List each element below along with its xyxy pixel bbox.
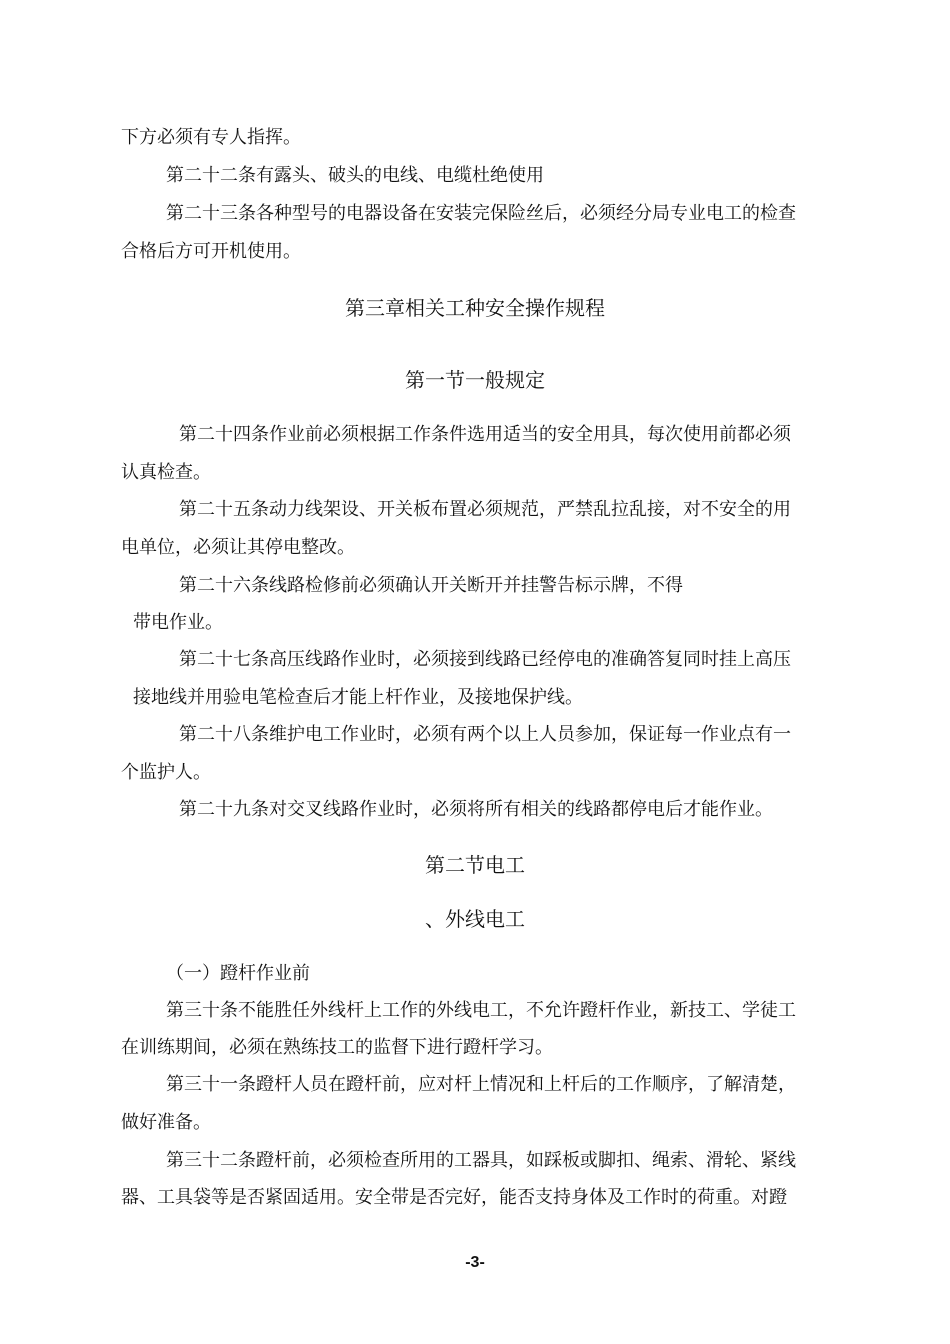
chapter-heading: 第三章相关工种安全操作规程 [345, 296, 605, 320]
subsection-heading: 、外线电工 [425, 907, 525, 931]
text-line: 第二十二条有露头、破头的电线、电缆杜绝使用 [166, 165, 544, 186]
text-line: 第三十条不能胜任外线杆上工作的外线电工，不允许蹬杆作业，新技工、学徒工 [166, 1000, 796, 1021]
text-line: 做好准备。 [121, 1112, 211, 1133]
text-line: 第二十五条动力线架设、开关板布置必须规范，严禁乱拉乱接，对不安全的用 [179, 499, 791, 520]
text-line: 第二十九条对交叉线路作业时，必须将所有相关的线路都停电后才能作业。 [179, 799, 773, 820]
text-line: 认真检查。 [121, 462, 211, 483]
text-line: （一）蹬杆作业前 [166, 963, 310, 984]
text-line: 第三十二条蹬杆前，必须检查所用的工器具，如踩板或脚扣、绳索、滑轮、紧线 [166, 1150, 796, 1171]
text-line: 在训练期间，必须在熟练技工的监督下进行蹬杆学习。 [121, 1037, 553, 1058]
text-line: 合格后方可开机使用。 [121, 241, 301, 262]
section-heading: 第一节一般规定 [405, 368, 545, 392]
text-line: 接地线并用验电笔检查后才能上杆作业，及接地保护线。 [133, 687, 583, 708]
text-line: 第二十八条维护电工作业时，必须有两个以上人员参加，保证每一作业点有一 [179, 724, 791, 745]
page-number: -3- [465, 1254, 485, 1271]
text-line: 第二十六条线路检修前必须确认开关断开并挂警告标示牌，不得 [179, 575, 683, 596]
text-line: 第三十一条蹬杆人员在蹬杆前，应对杆上情况和上杆后的工作顺序，了解清楚， [166, 1074, 796, 1095]
section-heading: 第二节电工 [425, 853, 525, 877]
text-line: 下方必须有专人指挥。 [121, 127, 301, 148]
text-line: 第二十七条高压线路作业时，必须接到线路已经停电的准确答复同时挂上高压 [179, 649, 791, 670]
text-line: 第二十三条各种型号的电器设备在安装完保险丝后，必须经分局专业电工的检查 [166, 203, 796, 224]
text-line: 个监护人。 [121, 762, 211, 783]
text-line: 器、工具袋等是否紧固适用。安全带是否完好，能否支持身体及工作时的荷重。对蹬 [121, 1187, 787, 1208]
text-line: 电单位，必须让其停电整改。 [121, 537, 355, 558]
text-line: 带电作业。 [133, 612, 223, 633]
text-line: 第二十四条作业前必须根据工作条件选用适当的安全用具，每次使用前都必须 [179, 424, 791, 445]
